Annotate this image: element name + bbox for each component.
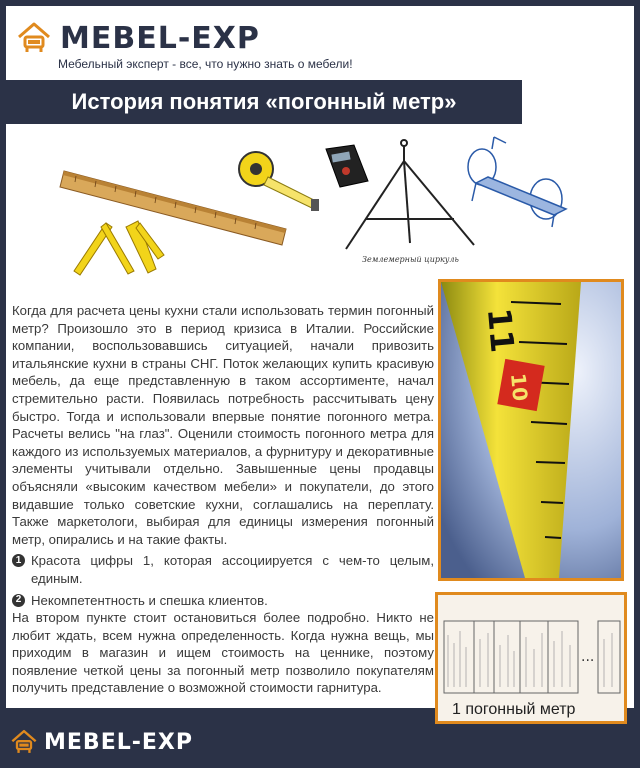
meter-label: 1 погонный метр: [452, 701, 576, 718]
number-badge-1: 1: [12, 554, 25, 567]
number-badge-2: 2: [12, 594, 25, 607]
house-chair-icon: [16, 20, 52, 56]
footer-logo[interactable]: [10, 724, 193, 760]
list-item-text: Некомпетентность и спешка клиентов.: [31, 592, 268, 608]
site-tagline: Мебельный эксперт - все, что нужно знать о мебели!: [58, 57, 353, 71]
logo-text: MEBEL-EXP: [60, 20, 260, 56]
measuring-tools-illustration: [6, 131, 634, 291]
measuring-device-icon: [468, 137, 566, 227]
house-chair-icon: [10, 728, 38, 756]
tape-closeup-photo: [438, 279, 624, 581]
page-title: История понятия «погонный метр»: [6, 80, 522, 124]
tape-measure-icon: [239, 152, 319, 211]
footer-logo-text: MEBEL-EXP: [44, 729, 193, 755]
list-item-1: [12, 552, 434, 587]
ellipsis-text: ...: [581, 649, 595, 665]
laser-rangefinder-icon: [326, 145, 368, 187]
running-meter-diagram: [435, 592, 627, 724]
intro-paragraph: Когда для расчета цены кухни стали использовать термин погонный метр? Произошло это в период кризиса в Италии. Российские компании, воспользовавшись ситуацией, начали привозить итальянские кухни в страны СНГ. Поток желающих купить красивую мебель, да еще представленную в таком ассортименте, начал стремительно расти. Появилась потребность рассчитывать цену быстро. Тогда и использовали впервые понятие погонного метра. Расчеты велись "на глаз". Оценили стоимость погонного метра для каждого из используемых материалов, а фурнитуру и декоративные элементы учитывали отдельно. Завышенные цены продавцы объясняли «высоким качеством мебели» и покупатели, до этого видавшие только советские кухни, соглашались на переплату. Также маркетологи, выбирая для единицы измерения погонный метр, опирались и на такие факты.: [12, 303, 434, 547]
land-compass-icon: [346, 140, 474, 249]
list-item-2: [12, 592, 434, 610]
folding-ruler-icon: [74, 221, 164, 275]
site-logo[interactable]: [16, 18, 260, 58]
article-body: [12, 302, 434, 697]
closing-paragraph: На втором пункте стоит остановиться более подробно. Никто не любит ждать, всем нужна определенность. Когда нужна вещь, мы приходим в магазин и ищем стоимость на ценнике, поэтому появление четкой цены за погонный метр позволило покупателям получить представление о возможной стоимости гарнитура.: [12, 610, 434, 696]
tool-caption: Землемерный циркуль: [362, 255, 459, 264]
tape-mark-10: 10: [506, 372, 533, 403]
list-item-text: Красота цифры 1, которая ассоциируется с чем-то целым, единым.: [31, 553, 434, 586]
tape-mark-11: 11: [479, 306, 522, 355]
